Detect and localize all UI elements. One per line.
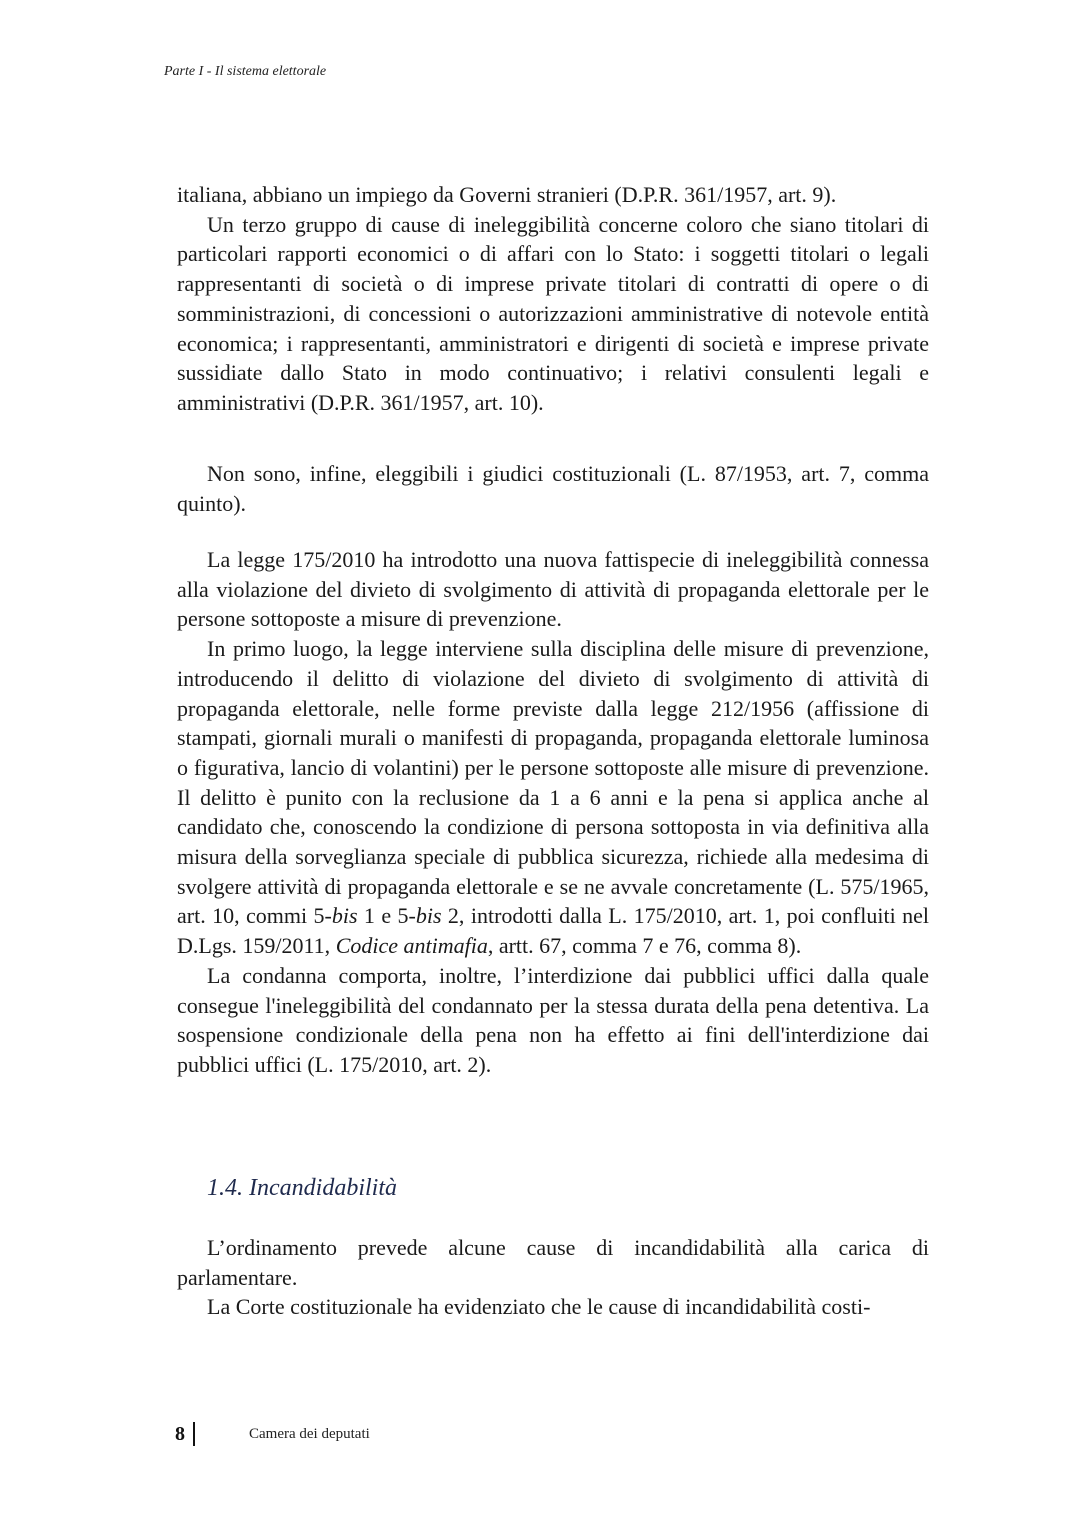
body-block-1 (177, 180, 929, 418)
footer-divider (193, 1422, 195, 1446)
paragraph: In primo luogo, la legge interviene sulla disciplina delle misure di prevenzione, introducendo il delitto di violazione del divieto di svolgimento di attività di propaganda elettorale, nelle forme previste dalla legge 212/1956 (affissione di stampati, giornali murali o manifesti di propaganda, propaganda elettorale luminosa o figurativa, lancio di volantini) per le persone sottoposte alle misure di prevenzione. Il delitto è punito con la reclusione da 1 a 6 anni e la pena si applica anche al candidato che, conoscendo la condizione di persona sottoposta in via definitiva alla misura della sorveglianza speciale di pubblica sicurezza, richiede alla medesima di svolgere attività di propaganda elettorale e se ne avvale concretamente (L. 575/1965, art. 10, commi 5-bis 1 e 5-bis 2, introdotti dalla L. 175/2010, art. 1, poi confluiti nel D.Lgs. 159/2011, Codice antimafia, artt. 67, comma 7 e 76, comma 8). (177, 636, 929, 959)
page-footer (175, 1422, 370, 1446)
paragraph: La Corte costituzionale ha evidenziato che le cause di incandidabilità costi- (207, 1294, 871, 1320)
body-block-3 (177, 545, 929, 1080)
section-heading: 1.4. Incandidabilità (207, 1175, 397, 1201)
paragraph: La legge 175/2010 ha introdotto una nuova fattispecie di ineleggibilità connessa alla violazione del divieto di svolgimento di attività di propaganda elettorale per le persone sottoposte a misure di prevenzione. (177, 547, 929, 632)
page-number: 8 (175, 1422, 185, 1445)
paragraph: Un terzo gruppo di cause di ineleggibilità concerne coloro che siano titolari di particolari rapporti economici o di affari con lo Stato: i soggetti titolari o legali rappresentanti di società o di imprese private titolari di contratti di opere o di somministrazioni, di concessioni o autorizzazioni amministrative di notevole entità economica; i rappresentanti, amministratori e dirigenti di società e imprese private sussidiate dallo Stato in modo continuativo; i relativi consulenti legali e amministrativi (D.P.R. 361/1957, art. 10). (177, 211, 929, 415)
body-block-2 (177, 459, 929, 518)
body-block-4 (177, 1233, 929, 1322)
paragraph: italiana, abbiano un impiego da Governi stranieri (D.P.R. 361/1957, art. 9). (177, 182, 837, 207)
paragraph: La condanna comporta, inoltre, l’interdizione dai pubblici uffici dalla quale consegue l'ineleggibilità del condannato per la stessa durata della pena detentiva. La sospensione condizionale della pena non ha effetto ai fini dell'interdizione dai pubblici uffici (L. 175/2010, art. 2). (177, 962, 929, 1077)
publisher-name: Camera dei deputati (249, 1425, 370, 1442)
paragraph: L’ordinamento prevede alcune cause di incandidabilità alla carica di parlamentare. (177, 1235, 929, 1290)
paragraph: Non sono, infine, eleggibili i giudici costituzionali (L. 87/1953, art. 7, comma quinto). (177, 461, 929, 516)
running-header: Parte I - Il sistema elettorale (164, 64, 327, 79)
